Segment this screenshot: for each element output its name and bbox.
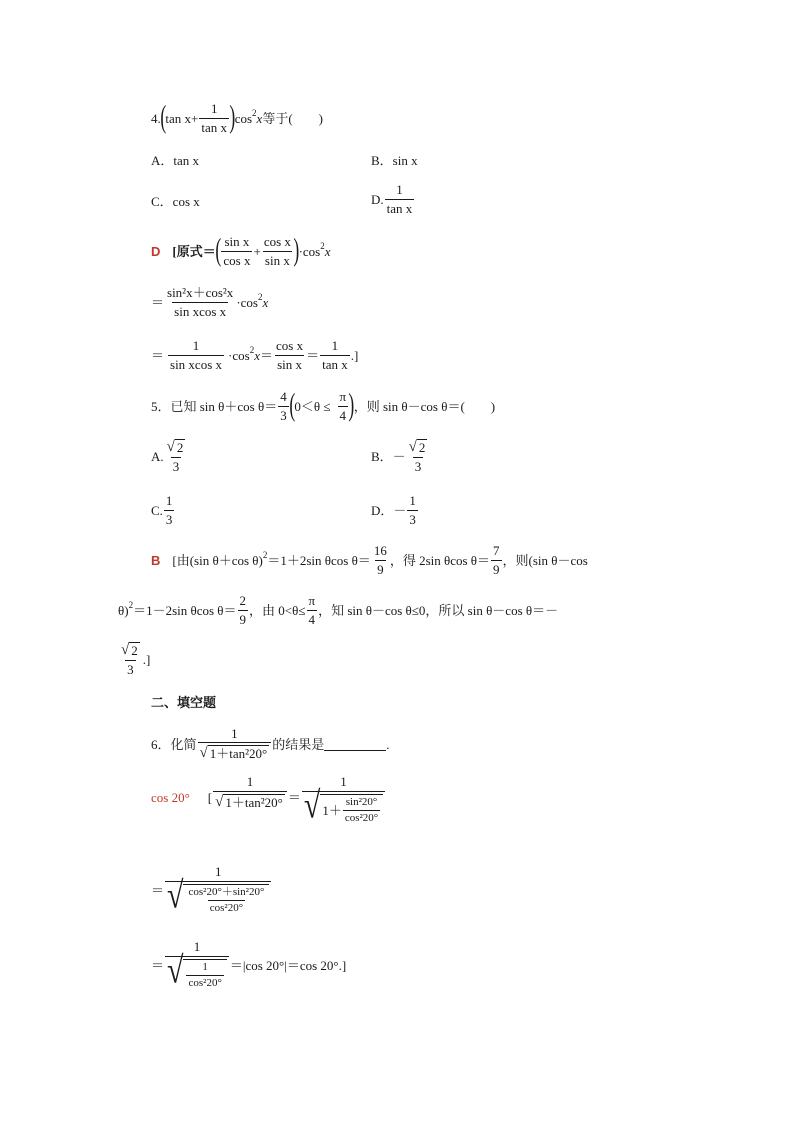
q4-option-d-num: 1 — [396, 182, 403, 197]
frac-den: cos²20° — [188, 977, 222, 990]
frac-num: √ 2 — [121, 641, 138, 658]
frac-num: cos²20°＋sin²20° — [188, 885, 265, 898]
a5-l2-c: ，由 0<θ≤ — [249, 602, 306, 618]
frac-num: π — [339, 388, 347, 404]
q6-stem — [151, 724, 390, 764]
a4-frac-sin-cos — [221, 235, 252, 267]
frac-den: 4 — [308, 611, 316, 627]
frac-num: cos x — [263, 233, 291, 249]
one-plus: 1＋ — [322, 802, 342, 818]
a4-close: .] — [350, 347, 359, 363]
q4-tanx: tan x — [165, 110, 192, 126]
a4-dot-cos: ·cos — [298, 243, 321, 259]
a5-line3 — [118, 640, 150, 678]
q4-frac-den: tan x — [201, 119, 228, 135]
equals: ＝ — [259, 347, 273, 363]
q4-fraction — [199, 102, 229, 134]
frac-den: sin xcos x — [174, 303, 227, 319]
var-x: x — [254, 347, 260, 363]
q6-text: 6．化简 — [151, 736, 197, 752]
frac-den: 9 — [377, 561, 384, 577]
frac-num: 1 — [331, 337, 339, 353]
frac-num: sin²20° — [345, 795, 378, 808]
q4-option-c: C．cos x — [151, 194, 200, 209]
a4-l3-frac1 — [165, 339, 227, 371]
q6-tail: 的结果是 — [272, 736, 325, 752]
frac-sqrt2-3 — [119, 642, 142, 677]
frac-num: √ 2 — [166, 438, 184, 455]
frac-num: 1 — [231, 725, 238, 741]
a4-open: [原式＝ — [172, 243, 216, 259]
a6-open: [ — [207, 790, 213, 805]
sup: 2 — [320, 240, 325, 251]
a5-l1-a: [由(sin θ＋cos θ) — [172, 552, 263, 568]
equals: ＝ — [287, 790, 301, 805]
a6-line3 — [151, 930, 346, 1000]
frac-num: π — [308, 592, 316, 608]
q6-end: . — [386, 736, 390, 752]
inner-frac — [186, 887, 266, 915]
answer-blank[interactable] — [324, 738, 386, 751]
q4-option-b: B．sin x — [371, 153, 418, 168]
frac-den: 4 — [339, 407, 347, 423]
sup: 2 — [257, 291, 263, 302]
frac-num: 1 — [409, 492, 416, 508]
q4-x: x — [256, 110, 263, 126]
inner-frac — [343, 797, 380, 825]
q6-fraction — [198, 727, 272, 762]
q5-frac-4-3 — [278, 390, 289, 422]
option-fraction — [165, 439, 188, 474]
frac-den: √ 1＋ $\frac{\text{sin²20°}}{\text{cos²20°}}$ — [302, 791, 385, 825]
a5-l2-b: ＝1－2sin θcos θ＝ — [133, 602, 237, 618]
frac-num: 2 — [239, 592, 247, 608]
a6-l3-tail: ＝|cos 20°|＝cos 20°.] — [229, 957, 347, 973]
sqrt-body: 2 — [176, 439, 184, 455]
a6-frac2 — [302, 775, 385, 825]
q4-stem — [151, 98, 323, 135]
frac-den: cos x — [223, 252, 251, 268]
right-paren: ) — [229, 98, 236, 134]
frac-den: 9 — [239, 611, 247, 627]
frac-den: √ 1＋tan²20° — [198, 742, 272, 761]
a4-l2-fraction — [165, 286, 235, 318]
option-label: D．－ — [371, 502, 407, 518]
frac-den: 3 — [127, 661, 134, 677]
equals: ＝ — [306, 347, 320, 363]
a4-line3 — [151, 337, 358, 373]
q4-option-d-fraction — [385, 183, 415, 215]
sqrt-body: 2 — [418, 439, 426, 455]
frac-num: 7 — [493, 542, 500, 558]
frac-num: 1 — [193, 939, 201, 955]
a4-l3-frac3 — [320, 339, 350, 371]
right-paren: ) — [348, 386, 355, 422]
sqrt-body: 1＋tan²20° — [225, 794, 283, 810]
q5-frac-pi-4 — [338, 390, 349, 422]
option-label: C. — [151, 502, 163, 518]
sup: 2 — [262, 549, 268, 560]
a6-frac1 — [213, 775, 287, 810]
q4-number: 4. — [151, 110, 161, 126]
a5-l1-d: ，则(sin θ－cos — [502, 552, 588, 568]
frac-7-9 — [491, 544, 502, 576]
section-heading: 二、填空题 — [151, 695, 217, 710]
frac-den: 9 — [493, 561, 500, 577]
q4-plus: + — [191, 110, 199, 126]
frac-num: 1 — [165, 492, 173, 508]
frac-num: 1 — [202, 960, 208, 973]
frac-pi-4 — [306, 594, 317, 626]
frac-num: √ 2 — [408, 438, 426, 455]
q4-sup: 2 — [252, 107, 257, 118]
frac-den: 3 — [414, 458, 422, 474]
frac-2-9 — [238, 594, 249, 626]
frac-16-9 — [372, 544, 389, 576]
a5-l1-c: ，得 2sin θcos θ＝ — [389, 552, 491, 568]
frac-den: cos²20° — [209, 902, 244, 915]
a5-line2 — [118, 592, 558, 628]
q5-tail: ，则 sin θ－cos θ＝( ) — [353, 398, 496, 414]
a5-answer-letter: B — [151, 552, 161, 568]
var-x: x — [262, 294, 269, 310]
frac-num: sin²x＋cos²x — [167, 284, 234, 300]
frac-den: √ $\frac{1}{\text{cos²20°}}$ — [165, 956, 229, 990]
frac-den: 3 — [172, 458, 180, 474]
a6-answer: cos 20° — [151, 790, 190, 805]
a4-answer-letter: D — [151, 243, 161, 259]
q5-option-a — [151, 438, 188, 474]
equals: ＝ — [151, 294, 165, 310]
a4-l3-frac2 — [274, 339, 305, 371]
sup: 2 — [128, 599, 134, 610]
frac-den: 3 — [409, 511, 416, 527]
sup: 2 — [249, 344, 255, 355]
frac-den: tan x — [322, 356, 348, 372]
frac-num: 4 — [280, 388, 287, 404]
option-label: B．－ — [371, 448, 406, 464]
inner-frac — [186, 962, 223, 990]
right-paren: ) — [293, 231, 300, 267]
left-paren: ( — [215, 231, 221, 267]
q4-cos: cos — [234, 110, 253, 126]
q5-option-d — [371, 492, 419, 528]
a6-frac4 — [165, 940, 229, 990]
equals: ＝ — [151, 957, 165, 973]
frac-den: √ $\frac{\text{cos²20°＋sin²20°}}{\text{cos²20°}}$ — [165, 881, 271, 915]
sqrt-body: 2 — [131, 642, 138, 658]
q5-stem — [151, 388, 495, 424]
frac-den: 3 — [280, 407, 287, 423]
a6-frac3 — [165, 865, 271, 915]
q4-option-d-label: D. — [371, 191, 384, 207]
sqrt-body: 1＋tan²20° — [209, 746, 268, 762]
frac-num: cos x — [275, 337, 304, 353]
frac-num: 16 — [373, 542, 387, 558]
a4-dot-cos: ·cos — [236, 294, 258, 310]
q4-option-d — [371, 183, 415, 215]
a4-line1: D [原式＝ ( $\frac{\text{sin x}}{\text{cos x}}$ + $\frac{\text{cos x}}{\text{sin x}}$ ) ·cos 2 x — [151, 231, 331, 268]
a5-l1-b: ＝1＋2sin θcos θ＝ — [267, 552, 371, 568]
frac-num: 1 — [340, 774, 347, 789]
a4-dot-cos: ·cos — [228, 347, 250, 363]
q4-option-d-den: tan x — [386, 200, 413, 216]
option-label: A. — [151, 448, 164, 464]
frac-den: 3 — [165, 511, 173, 527]
a5-line1 — [151, 542, 588, 578]
frac-den: sin x — [277, 356, 302, 372]
a5-close: .] — [142, 651, 151, 667]
q5-option-c — [151, 492, 175, 528]
frac-num: 1 — [246, 774, 254, 789]
frac-den: sin xcos x — [170, 356, 223, 372]
q5-text: 5．已知 sin θ＋cos θ＝ — [151, 398, 278, 414]
frac-num: 1 — [214, 864, 222, 880]
equals: ＝ — [151, 347, 165, 363]
q5-option-b — [371, 438, 430, 474]
equals: ＝ — [151, 882, 165, 898]
frac-num: sin x — [224, 233, 250, 249]
frac-den: cos²20° — [344, 812, 379, 825]
a4-line2 — [151, 284, 268, 320]
a4-frac-cos-sin — [262, 235, 293, 267]
left-paren: ( — [160, 98, 167, 134]
frac-den: sin x — [264, 252, 290, 268]
var-x: x — [324, 243, 331, 259]
left-paren: ( — [289, 386, 295, 422]
a6-line1 — [151, 775, 386, 845]
option-fraction — [164, 494, 175, 526]
q4-option-a: A．tan x — [151, 153, 200, 168]
option-fraction — [407, 439, 430, 474]
q5-range: 0＜θ ≤ — [294, 398, 331, 414]
a6-line2 — [151, 855, 272, 925]
a5-l2-a: θ) — [118, 602, 129, 618]
a5-l2-d: ，知 sin θ－cos θ≤0，所以 sin θ－cos θ＝－ — [318, 602, 559, 618]
option-fraction — [407, 494, 418, 526]
q4-frac-num: 1 — [210, 100, 218, 116]
frac-num: 1 — [192, 337, 200, 353]
q4-tail: 等于( ) — [262, 110, 323, 126]
frac-den: √ 1＋tan²20° — [213, 791, 287, 810]
